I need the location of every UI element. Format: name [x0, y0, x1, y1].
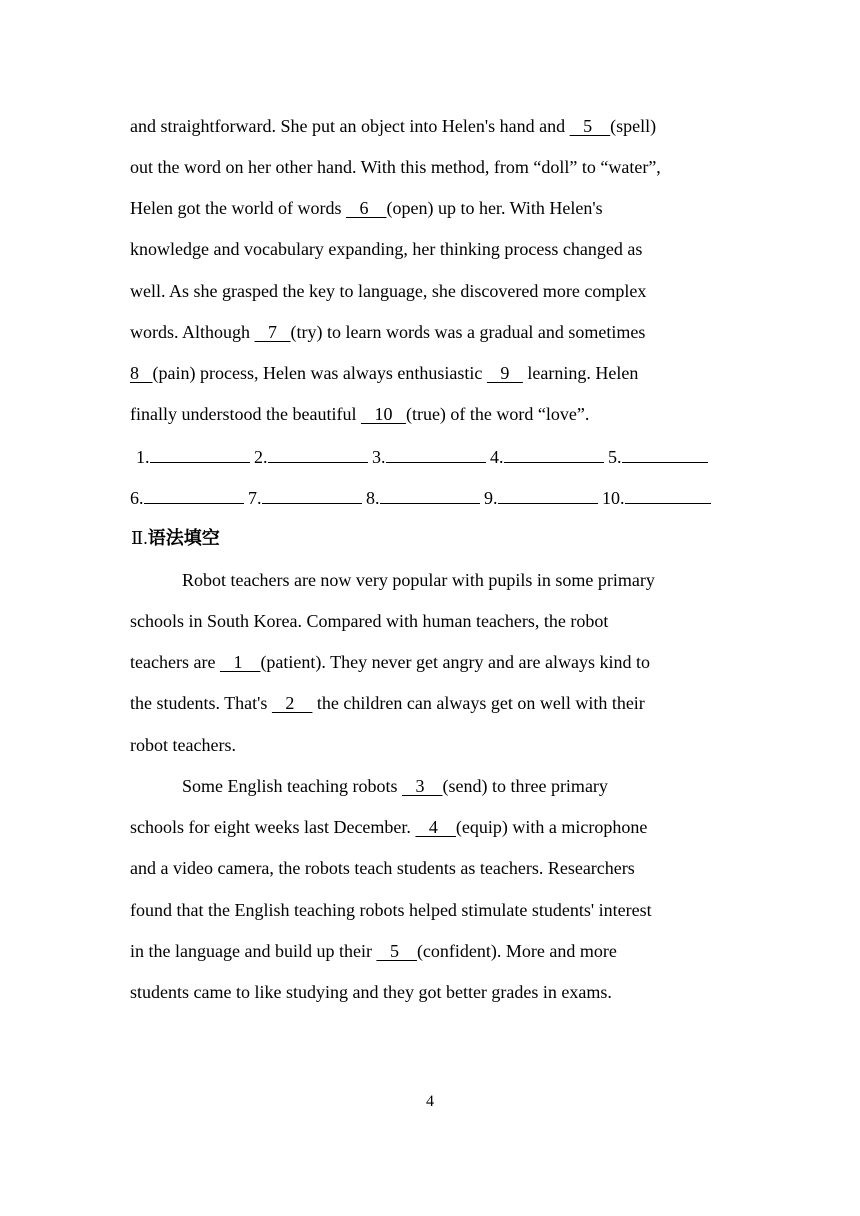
passage2-line-6	[182, 775, 782, 797]
section-title: 语法填空	[147, 528, 220, 549]
text: (true) of the word “love”.	[405, 404, 590, 424]
answer-blank-9[interactable]	[498, 489, 598, 504]
passage2-line-3	[130, 651, 730, 673]
text: well. As she grasped the key to language, she discovered more complex	[130, 281, 647, 301]
passage2-line-5	[130, 734, 730, 756]
answer-blank-8[interactable]	[380, 489, 480, 504]
passage2-line-4	[130, 692, 730, 714]
passage1-line-6	[130, 321, 730, 343]
blank-p2-4: 4	[415, 817, 456, 837]
passage2-line-8	[130, 857, 730, 879]
answer-label-4: 4.	[490, 447, 504, 467]
text: knowledge and vocabulary expanding, her thinking process changed as	[130, 239, 643, 259]
passage2-line-9	[130, 899, 730, 921]
page-number: 4	[426, 1093, 434, 1110]
answer-blank-5[interactable]	[622, 448, 708, 463]
answer-label-7: 7.	[248, 488, 262, 508]
answer-blank-3[interactable]	[386, 448, 486, 463]
text: (patient). They never get angry and are always kind to	[260, 652, 650, 672]
text: out the word on her other hand. With this method, from “doll” to “water”,	[130, 157, 661, 177]
answer-blank-4[interactable]	[504, 448, 604, 463]
passage1-line-5	[130, 280, 730, 302]
blank-p2-1: 1	[219, 652, 261, 672]
answer-blank-2[interactable]	[268, 448, 368, 463]
text: (send) to three primary	[442, 776, 608, 796]
answer-row-2	[130, 487, 730, 509]
blank-p2-5: 5	[376, 941, 417, 961]
answer-row-1	[136, 446, 736, 468]
passage2-line-1	[182, 569, 782, 591]
answer-blank-6[interactable]	[144, 489, 244, 504]
blank-5: 5	[569, 116, 611, 136]
text: found that the English teaching robots helped stimulate students' interest	[130, 900, 652, 920]
answer-label-1: 1.	[136, 447, 150, 467]
section-heading	[131, 527, 731, 550]
blank-7: 7	[254, 322, 291, 342]
text: (confident). More and more	[416, 941, 617, 961]
answer-label-6: 6.	[130, 488, 144, 508]
text: in the language and build up their	[130, 941, 377, 961]
passage2-line-10	[130, 940, 730, 962]
blank-8: 8	[130, 363, 153, 383]
text: (pain) process, Helen was always enthusiastic	[152, 363, 487, 383]
passage2-line-2	[130, 610, 730, 632]
passage1-line-3	[130, 197, 730, 219]
text: teachers are	[130, 652, 220, 672]
text: Some English teaching robots	[182, 776, 402, 796]
blank-6: 6	[345, 198, 387, 218]
answer-label-8: 8.	[366, 488, 380, 508]
text: the children can always get on well with their	[312, 693, 645, 713]
text: words. Although	[130, 322, 255, 342]
passage1-line-1	[130, 115, 730, 137]
answer-blank-1[interactable]	[150, 448, 250, 463]
text: (equip) with a microphone	[455, 817, 648, 837]
answer-blank-7[interactable]	[262, 489, 362, 504]
text: robot teachers.	[130, 735, 236, 755]
blank-10: 10	[360, 404, 406, 424]
text: learning. Helen	[522, 363, 639, 383]
passage2-line-7	[130, 816, 730, 838]
blank-p2-2: 2	[271, 693, 313, 713]
blank-9: 9	[486, 363, 523, 383]
text: (try) to learn words was a gradual and sometimes	[290, 322, 646, 342]
text: Helen got the world of words	[130, 198, 346, 218]
text: and straightforward. She put an object into Helen's hand and	[130, 116, 570, 136]
text: students came to like studying and they got better grades in exams.	[130, 982, 612, 1002]
text: the students. That's	[130, 693, 272, 713]
text: finally understood the beautiful	[130, 404, 361, 424]
text: (open) up to her. With Helen's	[386, 198, 603, 218]
text: Robot teachers are now very popular with pupils in some primary	[182, 570, 655, 590]
answer-label-3: 3.	[372, 447, 386, 467]
section-roman-numeral: Ⅱ.	[131, 528, 148, 548]
answer-label-9: 9.	[484, 488, 498, 508]
text: schools for eight weeks last December.	[130, 817, 416, 837]
answer-blank-10[interactable]	[625, 489, 711, 504]
text: and a video camera, the robots teach students as teachers. Researchers	[130, 858, 635, 878]
answer-label-10: 10.	[602, 488, 625, 508]
text: (spell)	[610, 116, 657, 136]
passage1-line-8	[130, 403, 730, 425]
blank-p2-3: 3	[401, 776, 443, 796]
passage1-line-7	[130, 362, 730, 384]
passage1-line-2	[130, 156, 730, 178]
passage2-line-11	[130, 981, 730, 1003]
passage1-line-4	[130, 238, 730, 260]
answer-label-5: 5.	[608, 447, 622, 467]
text: schools in South Korea. Compared with human teachers, the robot	[130, 611, 609, 631]
answer-label-2: 2.	[254, 447, 268, 467]
